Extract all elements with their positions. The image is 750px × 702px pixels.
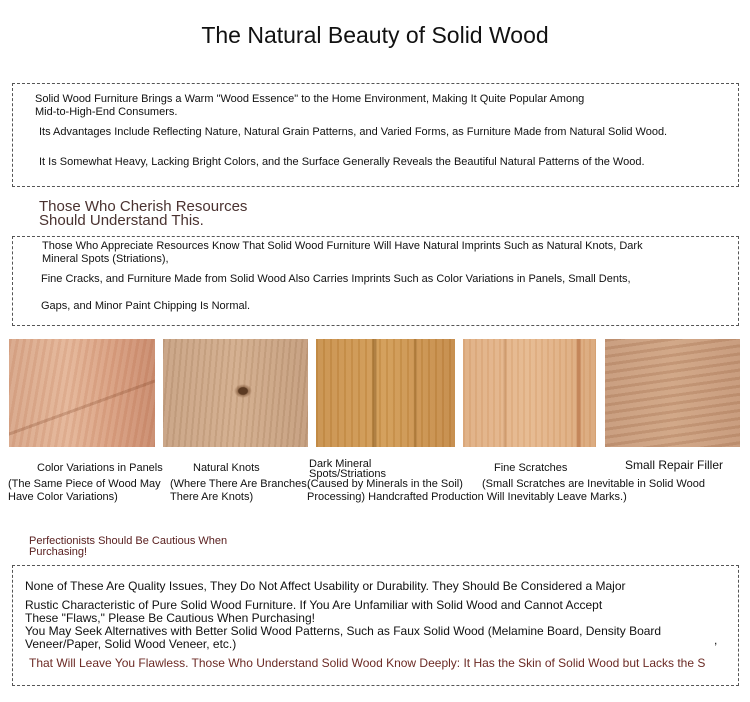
resources-heading	[39, 200, 247, 228]
resources-heading-line-1: Those Who Cherish Resources	[39, 198, 248, 215]
resources-line-1: Those Who Appreciate Resources Know That Solid Wood Furniture Will Have Natural Imprints Such as Natural Knots, Dark	[42, 240, 643, 252]
wood-sample-knot	[163, 339, 308, 447]
page-title: The Natural Beauty of Solid Wood	[201, 22, 549, 48]
wood-sample-mineral-spots	[316, 339, 455, 447]
caption-fine-scratches: Fine Scratches	[494, 462, 568, 474]
wood-sample-repair-filler	[605, 339, 740, 447]
intro-line-3: Its Advantages Include Reflecting Nature, Natural Grain Patterns, and Varied Forms, as Furniture Made from Natural Solid Wood.	[39, 126, 668, 138]
resources-heading-line-2: Should Understand This.	[39, 212, 204, 229]
wood-sample-color-variation	[9, 339, 155, 447]
resources-line-4: Gaps, and Minor Paint Chipping Is Normal.	[41, 300, 251, 312]
perfectionists-line-2: Rustic Characteristic of Pure Solid Wood Furniture. If You Are Unfamiliar with Solid Wood and Cannot Accept	[25, 598, 603, 612]
intro-line-1: Solid Wood Furniture Brings a Warm "Wood Essence" to the Home Environment, Making It Quite Popular Among	[35, 93, 585, 105]
perfectionists-line-3: These "Flaws," Please Be Cautious When Purchasing!	[25, 611, 315, 625]
note-color-variation-2: Have Color Variations)	[8, 491, 118, 503]
note-natural-knots: (Where There Are Branches,	[170, 478, 310, 490]
wood-sample-fine-scratches	[463, 339, 596, 447]
perfectionists-heading	[29, 536, 227, 558]
caption-repair-filler: Small Repair Filler	[625, 458, 724, 472]
note-natural-knots-2: There Are Knots)	[170, 491, 254, 503]
intro-line-4: It Is Somewhat Heavy, Lacking Bright Colors, and the Surface Generally Reveals the Beautiful Natural Patterns of the Wood.	[39, 156, 645, 168]
perfectionists-heading-line-1: Perfectionists Should Be Cautious When	[29, 535, 228, 547]
intro-line-2: Mid-to-High-End Consumers.	[35, 106, 178, 118]
perfectionists-line-6: That Will Leave You Flawless. Those Who Understand Solid Wood Know Deeply: It Has the Skin of Solid Wood but Lacks the S	[29, 656, 706, 670]
note-fine-scratches: (Small Scratches are Inevitable in Solid Wood	[482, 478, 705, 490]
note-color-variation: (The Same Piece of Wood May	[8, 478, 161, 490]
resources-line-2: Mineral Spots (Striations),	[42, 253, 169, 265]
perfectionists-comma: ,	[714, 633, 718, 647]
perfectionists-line-1: None of These Are Quality Issues, They Do Not Affect Usability or Durability. They Should Be Considered a Major	[25, 579, 626, 593]
resources-line-3: Fine Cracks, and Furniture Made from Solid Wood Also Carries Imprints Such as Color Variations in Panels, Small Dents,	[41, 273, 631, 285]
caption-mineral-spots-2: Spots/Striations	[309, 468, 387, 480]
perfectionists-heading-line-2: Purchasing!	[29, 546, 88, 558]
perfectionists-line-5: Veneer/Paper, Solid Wood Veneer, etc.)	[25, 637, 237, 651]
caption-color-variation: Color Variations in Panels	[37, 462, 163, 474]
caption-mineral-spots: Dark Mineral	[309, 458, 372, 470]
note-processing: Processing) Handcrafted Production Will Inevitably Leave Marks.)	[307, 491, 627, 503]
note-mineral-spots: (Caused by Minerals in the Soil)	[307, 478, 463, 490]
perfectionists-line-4: You May Seek Alternatives with Better Solid Wood Patterns, Such as Faux Solid Wood (Melamine Board, Density Board	[25, 624, 662, 638]
caption-natural-knots: Natural Knots	[193, 462, 260, 474]
